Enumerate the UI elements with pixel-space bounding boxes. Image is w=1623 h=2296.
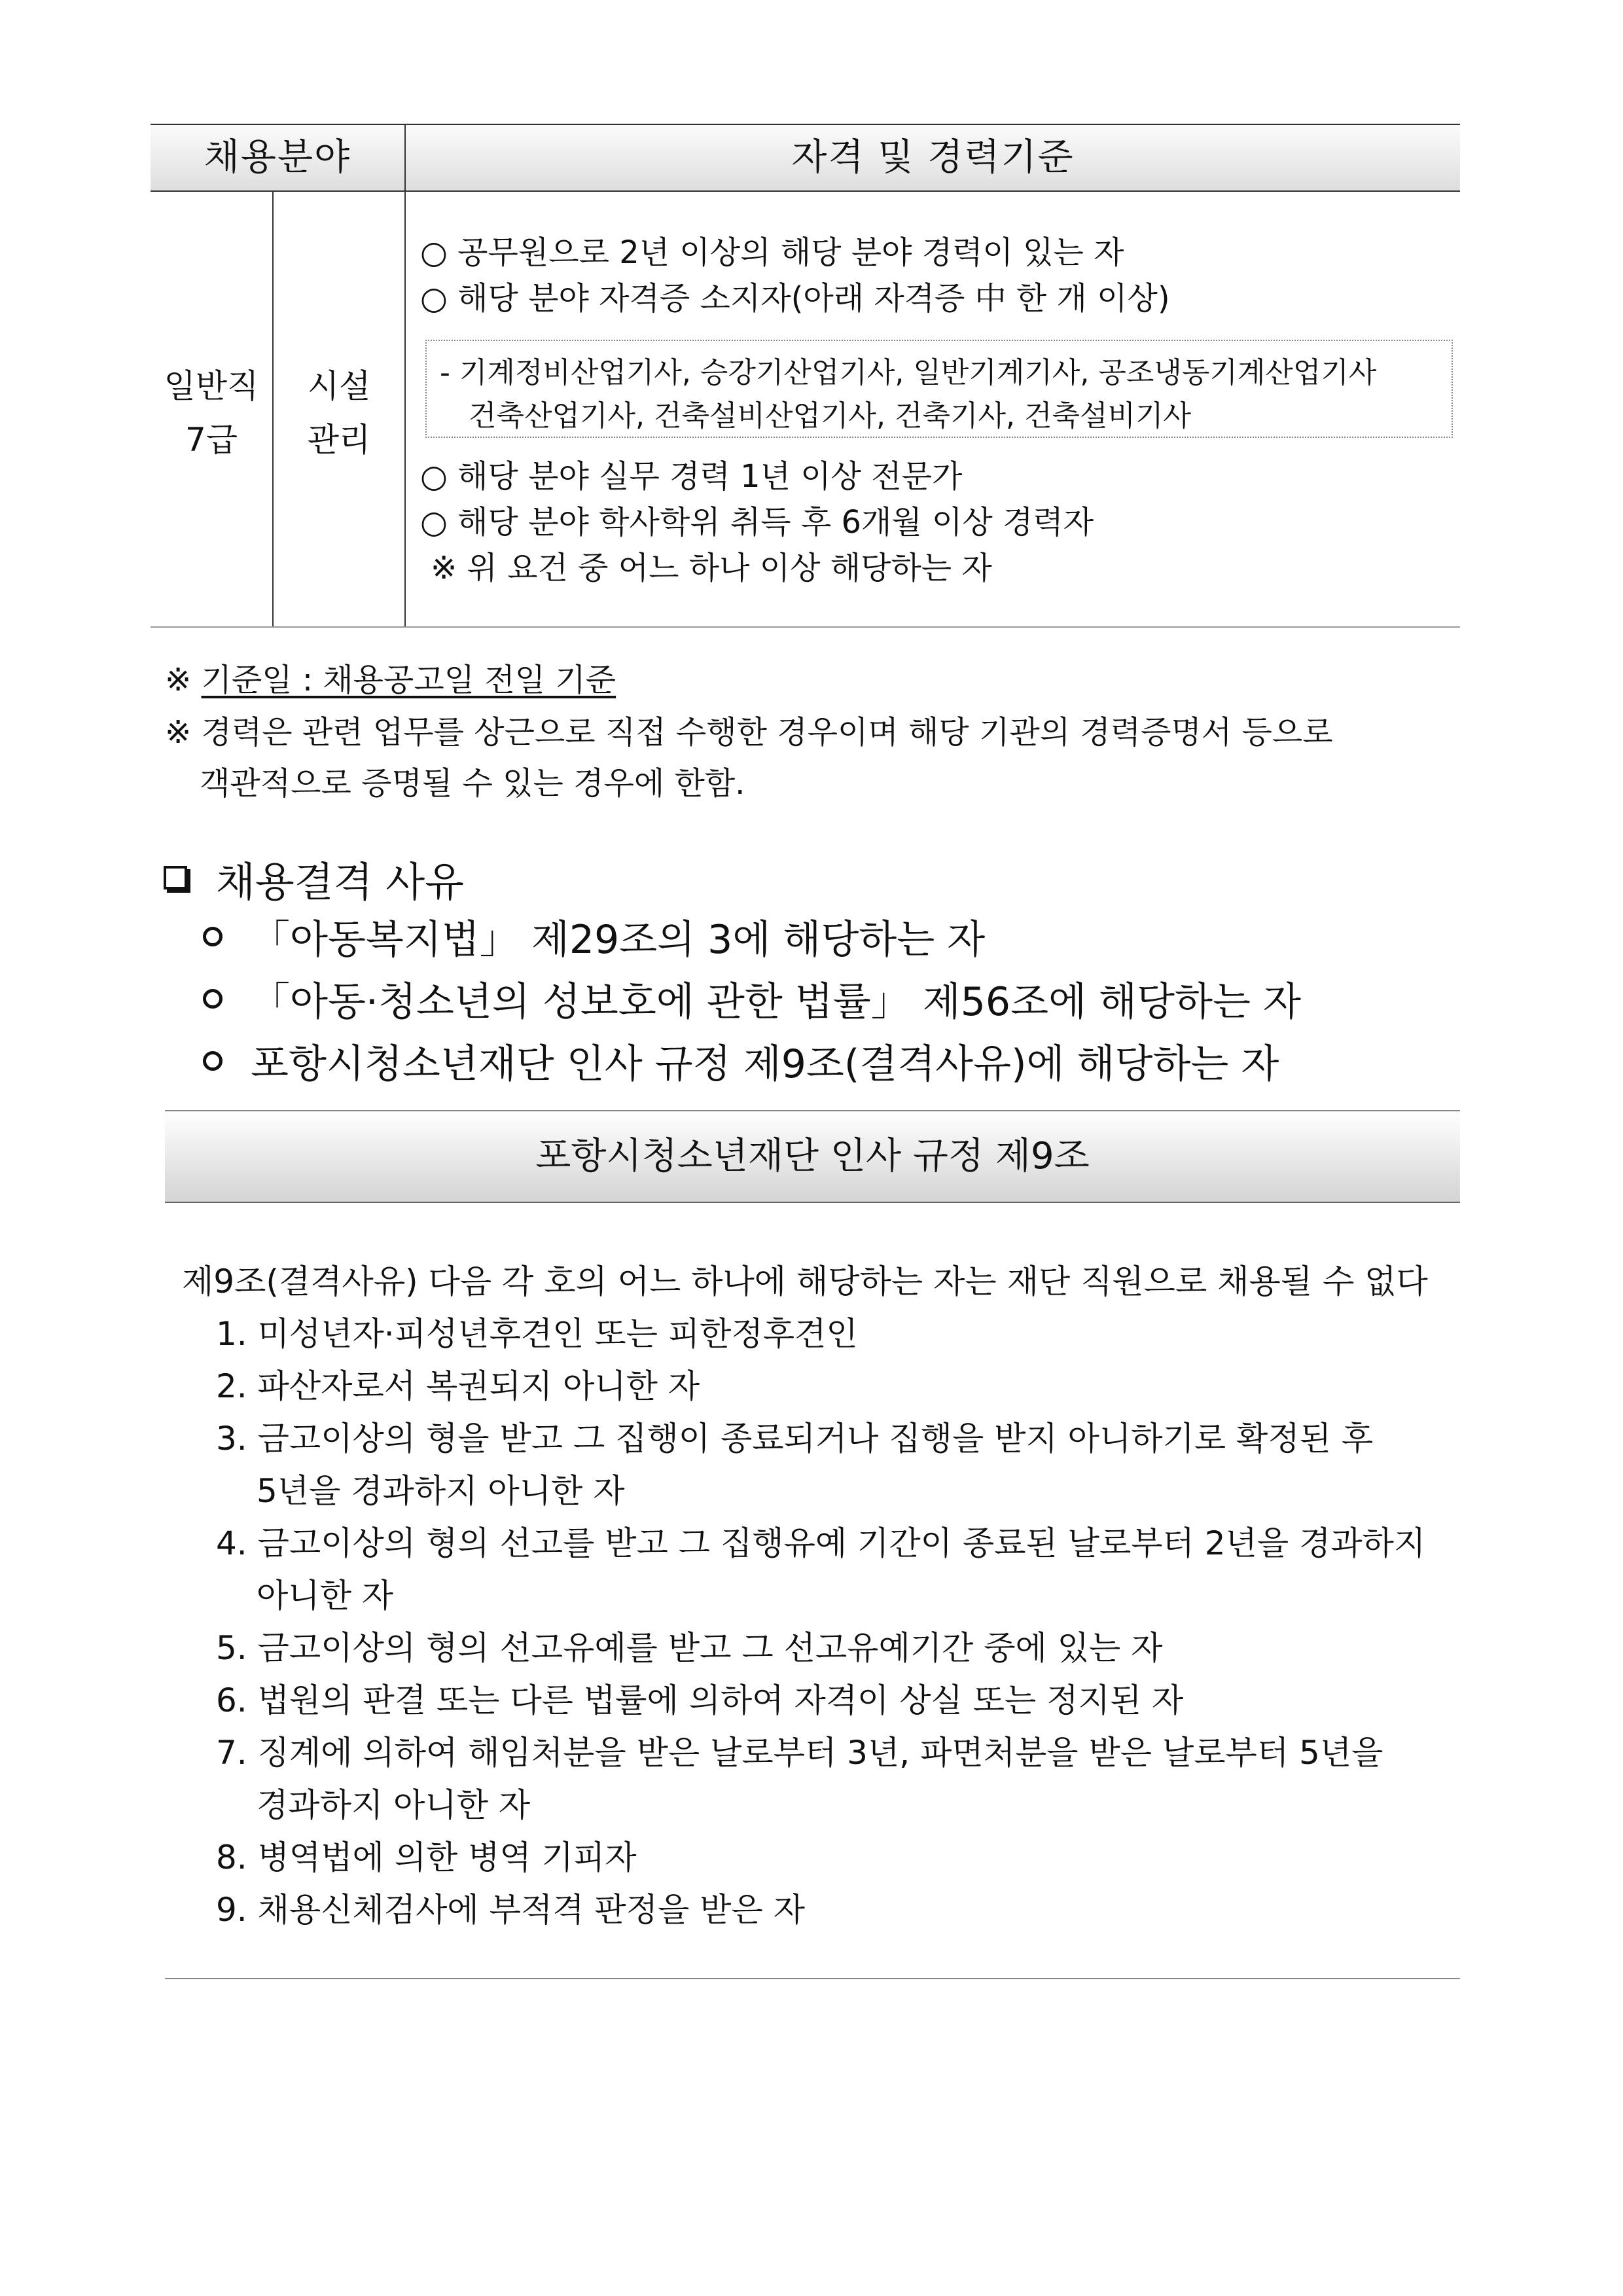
- article9-item-7: 7. 징계에 의하여 해임처분을 받은 날로부터 3년, 파면처분을 받은 날로부터 5년을: [216, 1734, 1383, 1772]
- base-date-text: 기준일 : 채용공고일 전일 기준: [201, 662, 616, 698]
- article9-heading: 포항시청소년재단 인사 규정 제9조: [165, 1110, 1460, 1203]
- disqualification-title: 채용결격 사유: [216, 858, 465, 906]
- circle-bullet-icon: [203, 927, 223, 946]
- grade-cell: [151, 359, 272, 467]
- header-criteria: 자격 및 경력기준: [791, 136, 1075, 179]
- header-field: 채용분야: [204, 136, 351, 179]
- job-line-2: 관리: [307, 421, 371, 459]
- article9-intro: 제9조(결격사유) 다음 각 호의 어느 하나에 해당하는 자는 재단 직원으로 채용될 수 없다: [182, 1263, 1428, 1300]
- base-date-note: [165, 655, 616, 700]
- criteria-item-4: ○ 해당 분야 학사학위 취득 후 6개월 이상 경력자: [420, 504, 1094, 541]
- certificate-line-2: 건축산업기사, 건축설비산업기사, 건축기사, 건축설비기사: [469, 399, 1192, 433]
- job-line-1: 시설: [307, 367, 371, 405]
- table-header: [151, 124, 1460, 192]
- disqualification-item-2: 「아동·청소년의 성보호에 관한 법률」 제56조에 해당하는 자: [251, 979, 1301, 1025]
- article9-item-3: 3. 금고이상의 형을 받고 그 집행이 종료되거나 집행을 받지 아니하기로 확정된 후: [216, 1420, 1374, 1458]
- note-mark: ※: [165, 662, 192, 698]
- grade-line-1: 일반직: [164, 367, 259, 405]
- article9-item-1: 1. 미성년자·피성년후견인 또는 피한정후견인: [216, 1315, 858, 1353]
- criteria-item-3: ○ 해당 분야 실무 경력 1년 이상 전문가: [420, 458, 963, 495]
- grade-line-2: 7급: [185, 421, 238, 459]
- article9-item-2: 2. 파산자로서 복권되지 아니한 자: [216, 1367, 700, 1405]
- table-bottom-border: [151, 626, 1460, 628]
- career-note-line-1: ※ 경력은 관련 업무를 상근으로 직접 수행한 경우이며 해당 기관의 경력증명서 등으로: [165, 714, 1333, 751]
- article9-item-7-cont: 경과하지 아니한 자: [257, 1786, 531, 1824]
- article9-item-8: 8. 병역법에 의한 병역 기피자: [216, 1839, 637, 1876]
- header-divider: [404, 124, 406, 192]
- criteria-note: ※ 위 요건 중 어느 하나 이상 해당하는 자: [431, 550, 992, 586]
- article9-item-4: 4. 금고이상의 형의 선고를 받고 그 집행유예 기간이 종료된 날로부터 2년을 경과하지: [216, 1524, 1426, 1562]
- disqualification-item-1: 「아동복지법」 제29조의 3에 해당하는 자: [251, 917, 986, 963]
- article9-item-4-cont: 아니한 자: [257, 1577, 394, 1615]
- article9-bottom-rule: [165, 1978, 1460, 1979]
- article9-item-6: 6. 법원의 판결 또는 다른 법률에 의하여 자격이 상실 또는 정지된 자: [216, 1681, 1184, 1719]
- article9-item-9: 9. 채용신체검사에 부적격 판정을 받은 자: [216, 1891, 805, 1929]
- job-cell: [274, 359, 404, 467]
- article9-item-3-cont: 5년을 경과하지 아니한 자: [257, 1472, 625, 1510]
- criteria-item-2: ○ 해당 분야 자격증 소지자(아래 자격증 中 한 개 이상): [420, 280, 1170, 317]
- circle-bullet-icon: [203, 989, 223, 1009]
- disqualification-item-3: 포항시청소년재단 인사 규정 제9조(결격사유)에 해당하는 자: [251, 1041, 1279, 1087]
- criteria-item-1: ○ 공무원으로 2년 이상의 해당 분야 경력이 있는 자: [420, 234, 1124, 271]
- column-divider-2: [404, 192, 406, 628]
- career-note-line-2: 객관적으로 증명될 수 있는 경우에 한함.: [200, 765, 745, 802]
- certificate-line-1: - 기계정비산업기사, 승강기산업기사, 일반기계기사, 공조냉동기계산업기사: [440, 356, 1377, 389]
- checkbox-square-icon: [164, 866, 187, 889]
- article9-item-5: 5. 금고이상의 형의 선고유예를 받고 그 선고유예기간 중에 있는 자: [216, 1629, 1163, 1667]
- circle-bullet-icon: [203, 1051, 223, 1071]
- certificate-box: [425, 340, 1453, 438]
- qualification-table: [151, 124, 1460, 629]
